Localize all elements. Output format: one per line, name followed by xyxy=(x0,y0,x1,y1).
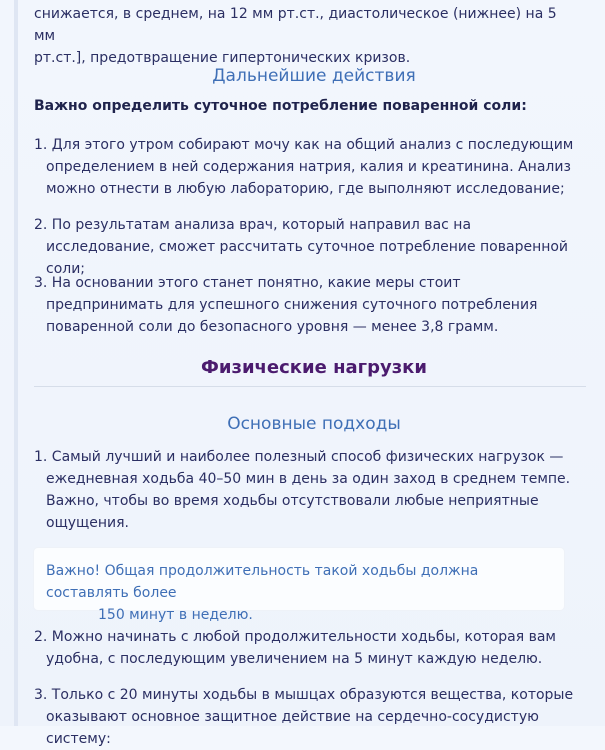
left-rule xyxy=(14,0,18,726)
section-divider xyxy=(34,386,586,387)
next-steps-heading: Дальнейшие действия xyxy=(212,66,416,86)
physical-section-title: Физические нагрузки xyxy=(201,357,427,378)
next-steps-lead: Важно определить суточное потребление поваренной соли: xyxy=(34,98,527,114)
list-item: 3. На основании этого станет понятно, какие меры стоит предпринимать для успешного снижения суточного потребления поваренной соли до безопасного уровня — менее 3,8 грамм. xyxy=(34,275,538,335)
list-item: 2. По результатам анализа врач, который направил вас на исследование, сможет рассчитать суточное потребление поваренной соли; xyxy=(34,217,569,277)
callout-line-1: Важно! Общая продолжительность такой ходьбы должна составлять более xyxy=(46,563,479,601)
callout-line-2: 150 минут в неделю. xyxy=(98,607,253,623)
intro-paragraph xyxy=(34,3,574,69)
callout-text xyxy=(46,560,558,626)
intro-line-1: снижается, в среднем, на 12 мм рт.ст., диастолическое (нижнее) на 5 мм xyxy=(34,6,557,44)
list-item: 1. Самый лучший и наиболее полезный способ физических нагрузок — ежедневная ходьба 40–50 мин в день за один заход в среднем темпе. Важно, чтобы во время ходьбы отсутствовали любые неприятные ощущения. xyxy=(34,449,571,531)
approaches-heading: Основные подходы xyxy=(227,414,401,434)
list-item: 1. Для этого утром собирают мочу как на общий анализ с последующим определением в ней содержания натрия, калия и креатинина. Анализ можно отнести в любую лабораторию, где выполняют исследование; xyxy=(34,137,574,197)
important-callout xyxy=(34,548,564,623)
list-item: 3. Только с 20 минуты ходьбы в мышцах образуются вещества, которые оказывают основное защитное действие на сердечно-сосудистую систему: xyxy=(34,687,574,747)
list-item: 2. Можно начинать с любой продолжительности ходьбы, которая вам удобна, с последующим увеличением на 5 минут каждую неделю. xyxy=(34,629,556,667)
intro-line-2: рт.ст.], предотвращение гипертонических кризов. xyxy=(34,50,411,66)
